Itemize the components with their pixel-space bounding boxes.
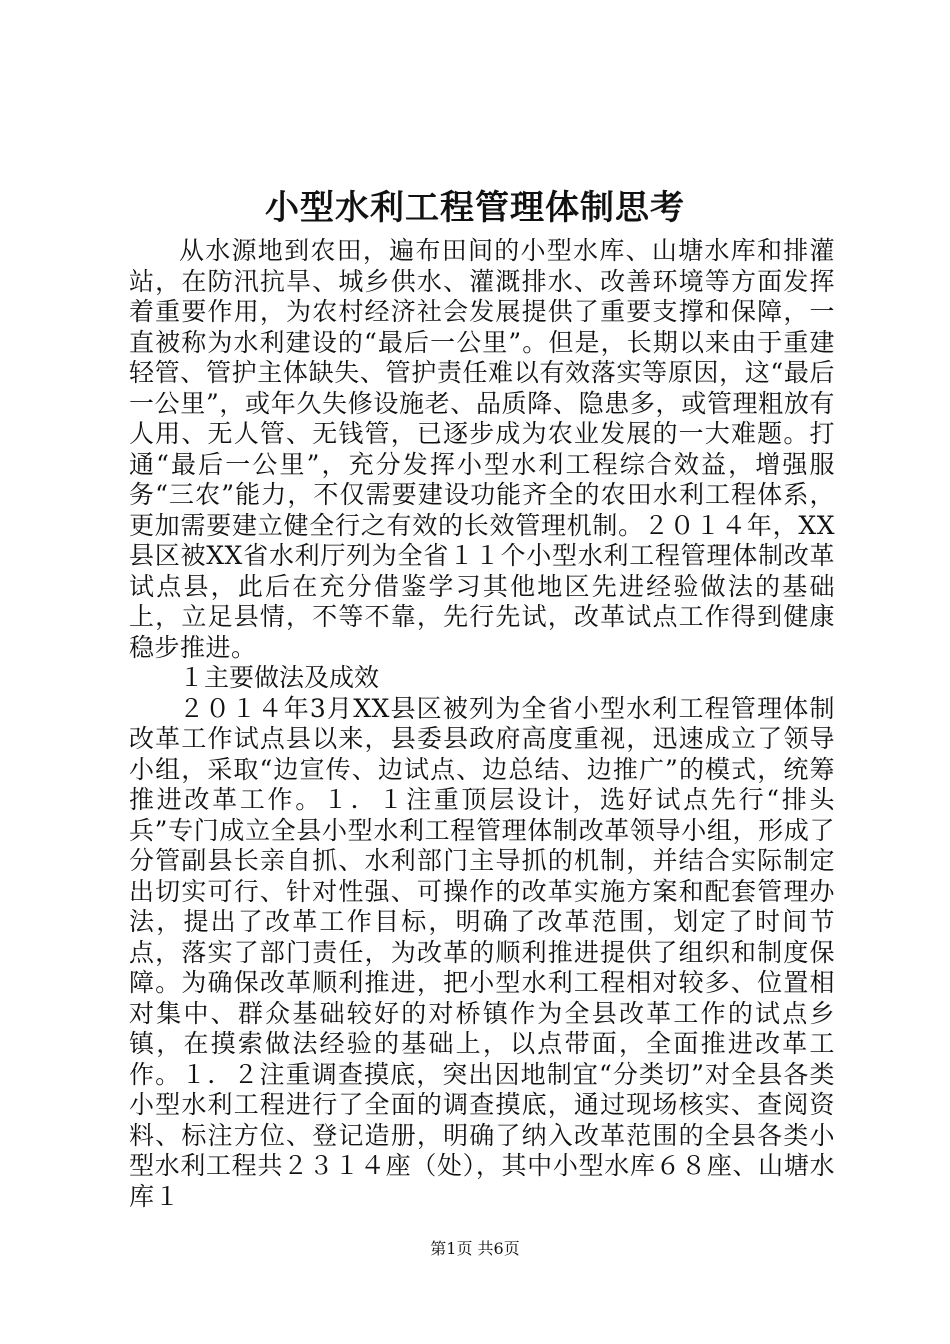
intro-paragraph: 从水源地到农田，遍布田间的小型水库、山塘水库和排灌站，在防汛抗旱、城乡供水、灌溉排水、改善环境等方面发挥着重要作用，为农村经济社会发展提供了重要支撑和保障，一直被称为水利建设的“最后一公里”。但是，长期以来由于重建轻管、管护主体缺失、管护责任难以有效落实等原因，这“最后一公里”，或年久失修设施老、品质降、隐患多，或管理粗放有人用、无人管、无钱管，已逐步成为农业发展的一大难题。打通“最后一公里”，充分发挥小型水利工程综合效益，增强服务“三农”能力，不仅需要建设功能齐全的农田水利工程体系，更加需要建立健全行之有效的长效管理机制。２０１４年，XX县区被XX省水利厅列为全省１１个小型水利工程管理体制改革试点县，此后在充分借鉴学习其他地区先进经验做法的基础上，立足县情，不等不靠，先行先试，改革试点工作得到健康稳步推进。 — [129, 236, 835, 662]
document-title: 小型水利工程管理体制思考 — [265, 188, 685, 228]
section-heading: １主要做法及成效 — [179, 663, 380, 692]
page-number-footer: 第1页 共6页 — [430, 1239, 520, 1258]
document-body — [129, 236, 835, 1212]
section-paragraph: ２０１４年3月XX县区被列为全省小型水利工程管理体制改革工作试点县以来，县委县政府高度重视，迅速成立了领导小组，采取“边宣传、边试点、边总结、边推广”的模式，统筹推进改革工作。１．１注重顶层设计，选好试点先行“排头兵”专门成立全县小型水利工程管理体制改革领导小组，形成了分管副县长亲自抓、水利部门主导抓的机制，并结合实际制定出切实可行、针对性强、可操作的改革实施方案和配套管理办法，提出了改革工作目标，明确了改革范围，划定了时间节点，落实了部门责任，为改革的顺利推进提供了组织和制度保障。为确保改革顺利推进，把小型水利工程相对较多、位置相对集中、群众基础较好的对桥镇作为全县改革工作的试点乡镇，在摸索做法经验的基础上，以点带面，全面推进改革工作。１．２注重调查摸底，突出因地制宜“分类切”对全县各类小型水利工程进行了全面的调查摸底，通过现场核实、查阅资料、标注方位、登记造册，明确了纳入改革范围的全县各类小型水利工程共２３１４座（处），其中小型水库６８座、山塘水库１ — [129, 693, 835, 1211]
